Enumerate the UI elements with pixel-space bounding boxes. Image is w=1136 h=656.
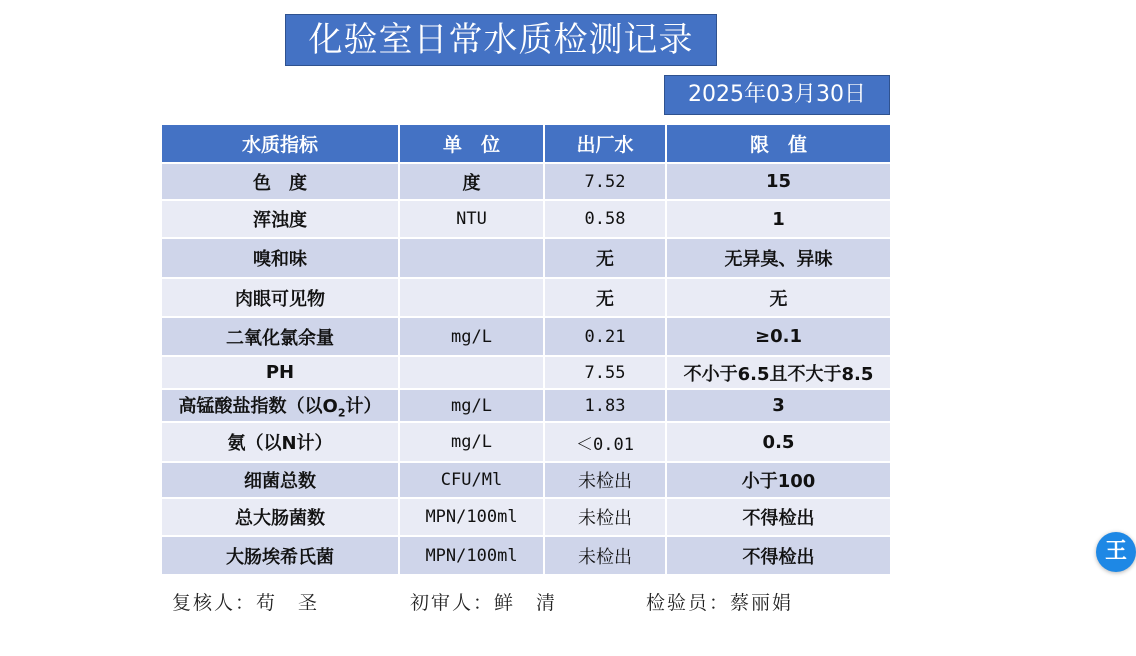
table-row	[161, 389, 891, 422]
table-row	[161, 238, 891, 278]
limit-cell: 1	[666, 200, 891, 238]
limit-cell: 3	[666, 389, 891, 422]
value-cell: 未检出	[544, 462, 666, 498]
unit-cell	[399, 356, 544, 389]
value-cell: 无	[544, 238, 666, 278]
table-row	[161, 278, 891, 317]
limit-cell: ≥0.1	[666, 317, 891, 356]
indicator-text-tail: 计）	[345, 395, 382, 417]
indicator-cell: 肉眼可见物	[161, 278, 399, 317]
indicator-cell: 总大肠菌数	[161, 498, 399, 536]
table-row	[161, 356, 891, 389]
limit-cell: 不得检出	[666, 498, 891, 536]
table-row	[161, 163, 891, 200]
limit-cell: 无异臭、异味	[666, 238, 891, 278]
page-title: 化验室日常水质检测记录	[285, 14, 717, 66]
value-cell: ＜0.01	[544, 422, 666, 462]
indicator-cell: 大肠埃希氏菌	[161, 536, 399, 575]
indicator-cell: 嗅和味	[161, 238, 399, 278]
indicator-cell	[161, 389, 399, 422]
unit-cell: NTU	[399, 200, 544, 238]
limit-cell: 不小于6.5且不大于8.5	[666, 356, 891, 389]
assistant-icon[interactable]: 王	[1096, 532, 1136, 572]
table-row	[161, 498, 891, 536]
record-date: 2025年03月30日	[664, 75, 890, 115]
value-cell: 0.21	[544, 317, 666, 356]
header-limit: 限 值	[666, 124, 891, 163]
table-row	[161, 536, 891, 575]
first-reviewer-signature: 初审人：鲜 清	[410, 592, 558, 614]
value-cell: 未检出	[544, 498, 666, 536]
limit-cell: 15	[666, 163, 891, 200]
unit-cell: mg/L	[399, 317, 544, 356]
value-cell: 无	[544, 278, 666, 317]
indicator-cell: 二氧化氯余量	[161, 317, 399, 356]
indicator-subscript: 2	[337, 406, 346, 420]
indicator-text: 高锰酸盐指数（以O	[178, 395, 338, 417]
value-cell: 未检出	[544, 536, 666, 575]
unit-cell: 度	[399, 163, 544, 200]
unit-cell: mg/L	[399, 389, 544, 422]
header-indicator: 水质指标	[161, 124, 399, 163]
limit-cell: 0.5	[666, 422, 891, 462]
table-row	[161, 317, 891, 356]
value-cell: 7.52	[544, 163, 666, 200]
indicator-cell: 色 度	[161, 163, 399, 200]
limit-cell: 小于100	[666, 462, 891, 498]
indicator-cell: 浑浊度	[161, 200, 399, 238]
indicator-cell: 细菌总数	[161, 462, 399, 498]
table-row	[161, 462, 891, 498]
reviewer-signature: 复核人：苟 圣	[172, 592, 320, 614]
indicator-cell: 氨（以N计）	[161, 422, 399, 462]
unit-cell: CFU/Ml	[399, 462, 544, 498]
value-cell: 7.55	[544, 356, 666, 389]
indicator-cell: PH	[161, 356, 399, 389]
unit-cell	[399, 238, 544, 278]
limit-cell: 不得检出	[666, 536, 891, 575]
table-header-row	[161, 124, 891, 163]
unit-cell: MPN/100ml	[399, 498, 544, 536]
value-cell: 1.83	[544, 389, 666, 422]
table-row	[161, 422, 891, 462]
value-cell: 0.58	[544, 200, 666, 238]
unit-cell: mg/L	[399, 422, 544, 462]
inspector-signature: 检验员：蔡丽娟	[646, 592, 794, 614]
unit-cell	[399, 278, 544, 317]
header-unit: 单 位	[399, 124, 544, 163]
unit-cell: MPN/100ml	[399, 536, 544, 575]
water-quality-table	[160, 123, 892, 576]
limit-cell: 无	[666, 278, 891, 317]
table-row	[161, 200, 891, 238]
header-value: 出厂水	[544, 124, 666, 163]
